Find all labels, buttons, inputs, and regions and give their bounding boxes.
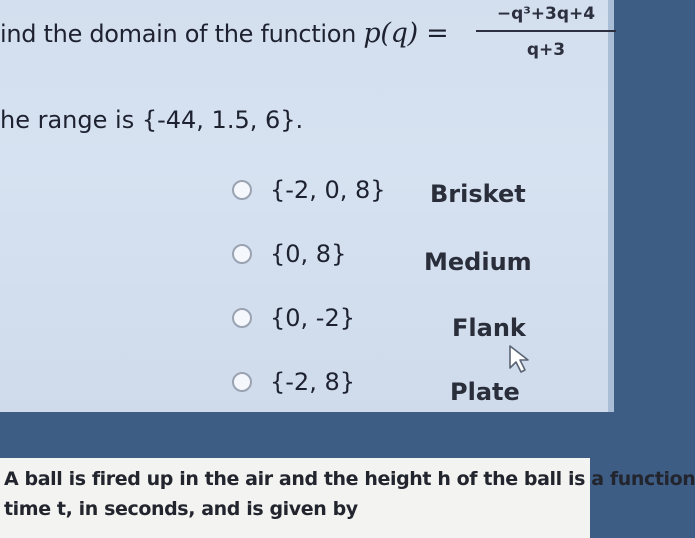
- radio-button[interactable]: [232, 244, 252, 264]
- next-question-line-1: A ball is fired up in the air and the height h of the ball is a function: [4, 468, 695, 490]
- next-question-text: [4, 464, 695, 524]
- option-label: {0, -2}: [270, 304, 355, 332]
- option-2[interactable]: [232, 234, 346, 274]
- note-label: Medium: [424, 248, 532, 276]
- mouse-cursor-icon: [508, 344, 534, 374]
- radio-button[interactable]: [232, 180, 252, 200]
- option-1[interactable]: [232, 170, 386, 210]
- question-text: [0, 18, 448, 49]
- fraction-numerator: −q³+3q+4: [476, 4, 616, 32]
- option-label: {-2, 0, 8}: [270, 176, 386, 204]
- fraction-denominator: q+3: [526, 40, 566, 60]
- option-label: {-2, 8}: [270, 368, 355, 396]
- function-name: p(q) =: [363, 18, 449, 49]
- range-statement: he range is {-44, 1.5, 6}.: [0, 106, 304, 134]
- radio-button[interactable]: [232, 372, 252, 392]
- next-question-line-2: time t, in seconds, and is given by: [4, 498, 358, 520]
- option-3[interactable]: [232, 298, 355, 338]
- option-label: {0, 8}: [270, 240, 347, 268]
- next-question-card: [0, 458, 695, 538]
- note-label: Brisket: [430, 180, 526, 208]
- option-4[interactable]: [232, 362, 355, 402]
- note-label: Flank: [452, 314, 526, 342]
- function-fraction: [476, 4, 616, 60]
- question-prefix: ind the domain of the function: [0, 20, 364, 48]
- radio-button[interactable]: [232, 308, 252, 328]
- note-label: Plate: [450, 378, 520, 406]
